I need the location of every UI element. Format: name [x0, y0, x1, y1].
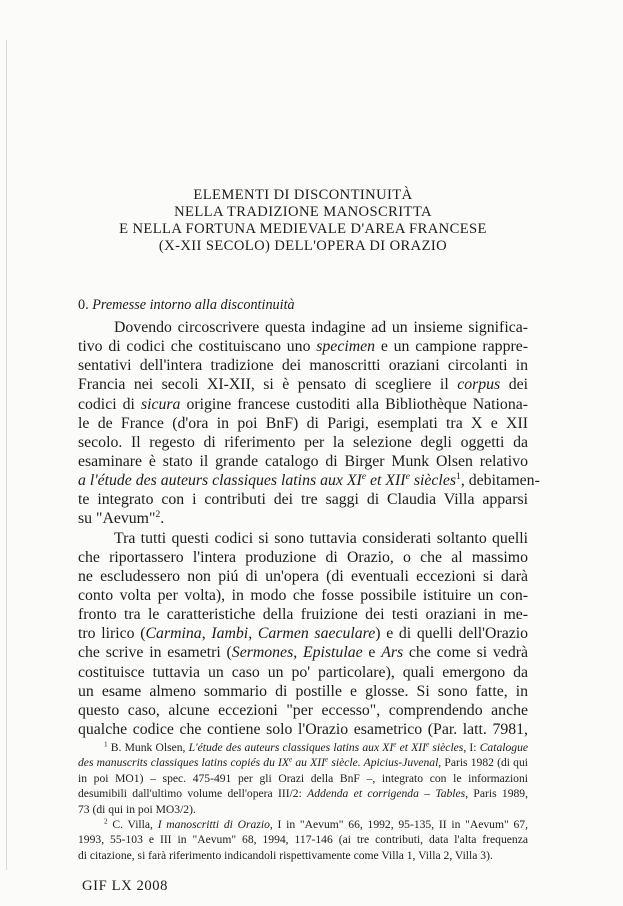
- text-line: che riportassero l'intera produzione di Orazio, o che al massimo: [78, 548, 528, 566]
- article-title: [78, 187, 528, 255]
- section-number: 0.: [78, 297, 89, 313]
- footnote-line: 1993, 55-103 e III in "Aevum" 68, 1994, 117-146 (ai tre contributi, data l'alta frequenza: [78, 833, 528, 847]
- text-line: su "Aevum"$^2$.: [78, 509, 165, 528]
- text-line: tro lirico (Carmina, Iambi, Carmen saeculare) e di quelli dell'Orazio: [78, 625, 529, 643]
- text-line: conto volta per volta), in modo che fosse possibile istituire un con-: [78, 586, 528, 604]
- footnote-line: desumibili dall'ultimo volume dell'opera III/2: Addenda et corrigenda – Tables, Paris 1989,: [78, 787, 529, 801]
- text-line: sentativi dell'intera tradizione dei manoscritti oraziani circolanti in: [78, 357, 528, 375]
- body-text: [78, 318, 540, 739]
- title-line-1: ELEMENTI DI DISCONTINUITÀ: [193, 187, 413, 203]
- footnote-line: 73 (di qui in poi MO3/2).: [78, 802, 196, 816]
- text-line: qualche codice che contiene solo l'Orazio esametrico (Par. latt. 7981,: [78, 720, 528, 738]
- text-line: te integrato con i contributi dei tre saggi di Claudia Villa apparsi: [78, 491, 528, 509]
- journal-folio: GIF LX 2008: [82, 878, 169, 894]
- text-line: a l'étude des auteurs classiques latins aux XIe et XIIe siècles$^1$, debitamen-: [78, 471, 540, 490]
- footnote-ref-2[interactable]: 2: [155, 509, 161, 521]
- footnotes: [78, 740, 528, 863]
- text-line: Tra tutti questi codici si sono tuttavia considerati soltanto quelli: [114, 529, 528, 547]
- text-line: costituisce tuttavia un caso un po' particolare), quali emergono da: [78, 663, 528, 681]
- title-line-4: (X-XII SECOLO) DELL'OPERA DI ORAZIO: [158, 238, 448, 254]
- text-line: Dovendo circoscrivere questa indagine ad un insieme significa-: [114, 319, 528, 336]
- title-line-2: NELLA TRADIZIONE MANOSCRITTA: [174, 204, 432, 220]
- text-line: le de France (d'ora in poi BnF) di Parigi, esemplati tra X e XII: [78, 414, 528, 432]
- text-line: tivo di codici che costituiscano uno specimen e un campione rappre-: [78, 338, 528, 356]
- section-heading: [78, 296, 295, 314]
- text-line: un esame almeno sommario di postille e glosse. Si sono fatte, in: [78, 682, 528, 700]
- text-line: secolo. Il regesto di riferimento per la selezione degli oggetti da: [78, 433, 528, 451]
- footnote-line: des manuscrits classiques latins copiés du IXe au XIIe siècle. Apicius-Juvenal, Paris 1982 (di qui: [78, 756, 528, 770]
- text-line: Francia nei secoli XI-XII, si è pensato di scegliere il corpus dei: [78, 376, 529, 394]
- footnote-1: $^1$ B. Munk Olsen, L'étude des auteurs classiques latins aux XIe et XIIe siècles, I: Catalogue: [104, 740, 529, 754]
- text-line: che scrive in esametri (Sermones, Epistulae e Ars che come si vedrà: [78, 644, 528, 662]
- text-line: codici di sicura origine francese custoditi alla Bibliothèque Nationa-: [78, 395, 528, 413]
- footnote-2: $^2$ C. Villa, I manoscritti di Orazio, I in "Aevum" 66, 1992, 95-135, II in "Aevum" 67,: [104, 817, 528, 831]
- text-line: questo caso, alcune eccezioni "per eccesso", comprendendo anche: [78, 701, 528, 719]
- title-line-3: E NELLA FORTUNA MEDIEVALE D'AREA FRANCESE: [119, 221, 487, 237]
- text-line: fronto tra le caratteristiche della fruizione dei testi oraziani in me-: [78, 606, 528, 624]
- page-edge-line: [6, 40, 7, 870]
- section-title: Premesse intorno alla discontinuità: [92, 297, 295, 313]
- text-line: esaminare è stato il grande catalogo di Birger Munk Olsen relativo: [78, 452, 528, 470]
- footnote-line: di citazione, si farà riferimento indicandoli rispettivamente come Villa 1, Villa 2, Villa 3).: [78, 848, 493, 862]
- footnote-ref-1[interactable]: 1: [455, 471, 461, 483]
- footnote-line: in poi MO1) – spec. 475-491 per gli Orazi della BnF –, integrato con le informazioni: [78, 771, 528, 785]
- text-line: ne escludessero non piú di un'opera (di eventuali eccezioni si darà: [78, 567, 528, 585]
